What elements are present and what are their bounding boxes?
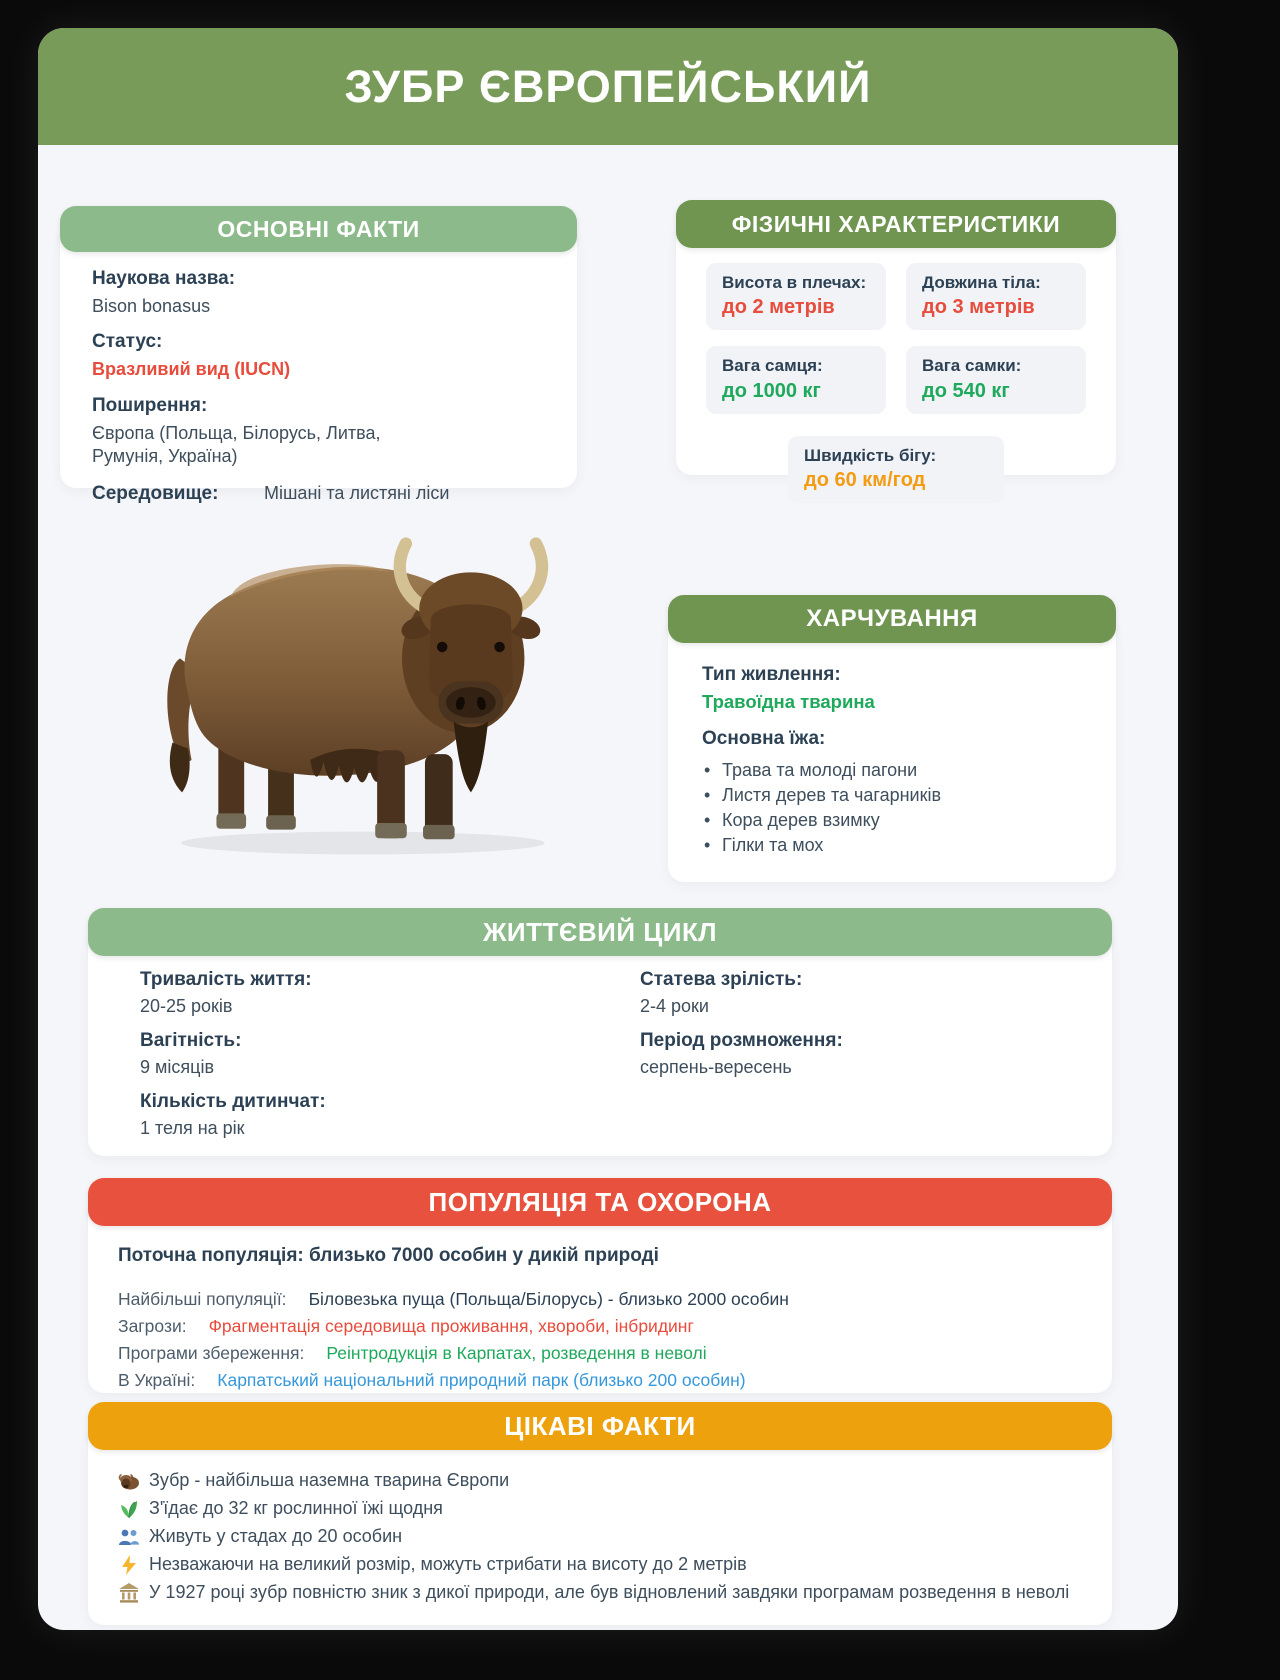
physical-card — [676, 225, 1116, 491]
diet-type-label: Тип живлення: — [702, 664, 841, 685]
food-item: • Трава та молоді пагони — [702, 758, 1088, 783]
range-label: Поширення: — [92, 394, 208, 416]
bison-icon — [118, 1470, 140, 1492]
title-band — [38, 28, 1178, 145]
stat-male-weight: Вага самця: до 1000 кг — [706, 346, 886, 413]
herb-icon — [118, 1498, 140, 1520]
lightning-icon — [118, 1554, 140, 1576]
classical-building-icon — [118, 1582, 140, 1604]
main-food-label: Основна їжа: — [702, 728, 826, 749]
fun-fact-item: З'їдає до 32 кг рослинної їжі щодня — [118, 1495, 1072, 1521]
food-item: • Кора дерев взимку — [702, 808, 1088, 833]
status-label: Статус: — [92, 331, 163, 353]
section-physical — [676, 200, 1116, 491]
stat-run-speed: Швидкість бігу: до 60 км/год — [788, 436, 1004, 503]
basic-facts-card — [60, 229, 577, 504]
habitat-label: Середовище: — [92, 482, 219, 504]
habitat-row — [92, 482, 551, 505]
population-headline: Поточна популяція: близько 7000 особин у дикій природі — [118, 1245, 659, 1266]
fun-fact-item: У 1927 році зубр повністю зник з дикої природи, але був відновлений завдяки програмам розведення в неволі — [118, 1579, 1072, 1605]
lifecycle-right-column — [640, 969, 1072, 1156]
section-fun-facts — [88, 1402, 1112, 1625]
basic-facts-header: ОСНОВНІ ФАКТИ — [60, 206, 577, 252]
stat-female-weight: Вага самки: до 540 кг — [906, 346, 1086, 413]
food-item: • Гілки та мох — [702, 833, 1088, 858]
fun-facts-card — [88, 1427, 1112, 1625]
section-lifecycle — [88, 908, 1112, 1156]
section-population — [88, 1178, 1112, 1393]
stat-grid — [706, 263, 1086, 414]
feeding-card — [668, 620, 1116, 882]
food-list — [702, 758, 1088, 858]
physical-header: ФІЗИЧНІ ХАРАКТЕРИСТИКИ — [676, 200, 1116, 248]
population-header: ПОПУЛЯЦІЯ ТА ОХОРОНА — [88, 1178, 1112, 1226]
maturity-item: Статева зрілість: 2-4 роки — [640, 969, 803, 1016]
breeding-period-item: Період розмноження: серпень-вересень — [640, 1030, 843, 1077]
people-icon — [118, 1526, 140, 1548]
lifecycle-card — [88, 933, 1112, 1156]
lifespan-item: Тривалість життя: 20-25 років — [140, 969, 312, 1016]
population-card — [88, 1203, 1112, 1393]
fun-fact-item: Живуть у стадах до 20 особин — [118, 1523, 1072, 1549]
conservation-programs-row: Програми збереження: Реінтродукція в Карпатах, розведення в неволі — [118, 1343, 707, 1363]
lifecycle-left-column — [140, 969, 640, 1156]
largest-populations-row: Найбільші популяції: Біловезька пуща (Польща/Білорусь) - близько 2000 особин — [118, 1289, 789, 1309]
diet-type-value: Травоїдна тварина — [702, 691, 875, 712]
stat-shoulder-height: Висота в плечах: до 2 метрів — [706, 263, 886, 330]
bison-illustration — [138, 473, 578, 863]
page-title: ЗУБР ЄВРОПЕЙСЬКИЙ — [344, 60, 872, 112]
feeding-header: ХАРЧУВАННЯ — [668, 595, 1116, 643]
fun-facts-header: ЦІКАВІ ФАКТИ — [88, 1402, 1112, 1450]
food-item: • Листя дерев та чагарників — [702, 783, 1088, 808]
infographic-page — [38, 28, 1178, 1630]
in-ukraine-row: В Україні: Карпатський національний природний парк (близько 200 особин) — [118, 1370, 746, 1390]
bison-photo — [138, 473, 578, 863]
scientific-name-value: Bison bonasus — [92, 296, 211, 316]
status-value: Вразливий вид (IUCN) — [92, 359, 291, 380]
section-feeding — [668, 595, 1116, 882]
threats-row: Загрози: Фрагментація середовища проживання, хвороби, інбридинг — [118, 1316, 694, 1336]
scientific-name-label: Наукова назва: — [92, 268, 236, 289]
fun-fact-item: Незважаючи на великий розмір, можуть стрибати на висоту до 2 метрів — [118, 1551, 1072, 1577]
section-basic-facts — [60, 206, 577, 504]
gestation-item: Вагітність: 9 місяців — [140, 1030, 242, 1077]
habitat-value: Мішані та листяні ліси — [264, 482, 450, 503]
lifecycle-header: ЖИТТЄВИЙ ЦИКЛ — [88, 908, 1112, 956]
range-value: Європа (Польща, Білорусь, Литва, Румунія, Україна) — [92, 422, 381, 467]
fun-fact-item: Зубр - найбільша наземна тварина Європи — [118, 1467, 1072, 1493]
stat-body-length: Довжина тіла: до 3 метрів — [906, 263, 1086, 330]
offspring-item: Кількість дитинчат: 1 теля на рік — [140, 1091, 326, 1138]
